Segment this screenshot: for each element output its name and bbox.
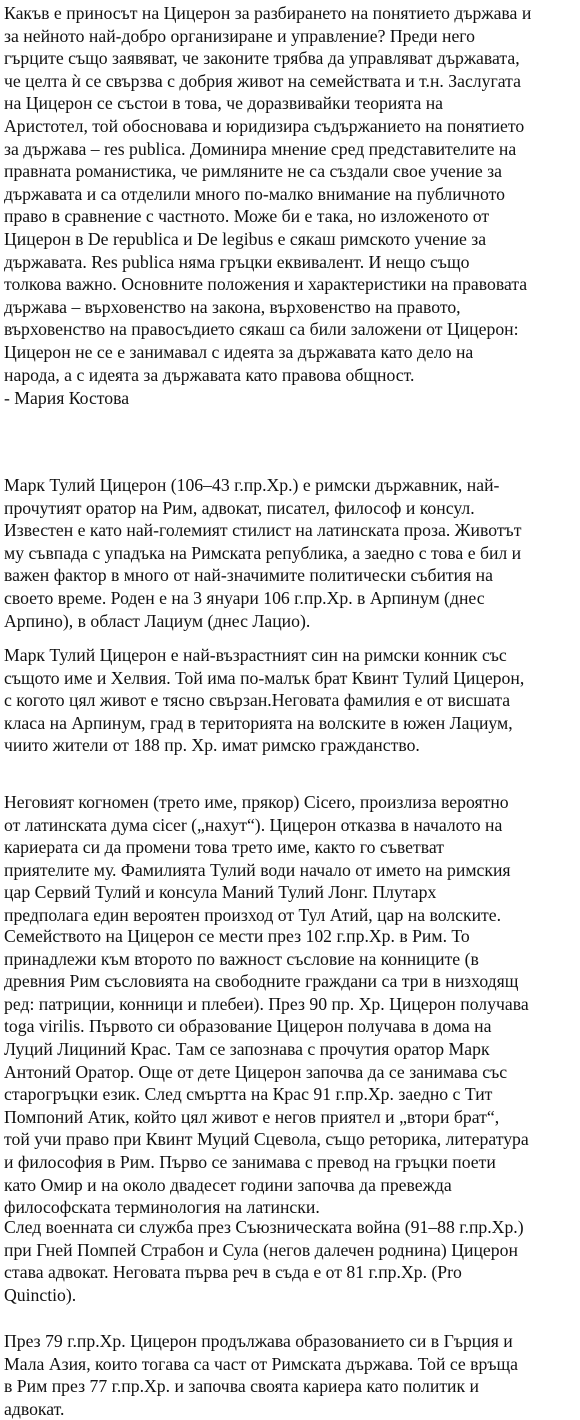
author-signature: - Мария Костова (4, 388, 130, 408)
biography-paragraph-3: Неговият когномен (трето име, прякор) Cicero, произлиза вероятно от латинската дума cicer („нахут“). Цицерон отказва в началото на кариерата си да промени това трето име, както го съветват приятелите му. Фамилията Тулий води начало от името на римския цар Сервий Тулий и консула Маний Тулий Лонг. Плутарх предполага един вероятен произход от Тул Атий, цар на волските. (4, 792, 511, 925)
biography-paragraph-6: През 79 г.пр.Хр. Цицерон продължава образованието си в Гърция и Мала Азия, които тогава са част от Римската държава. Той се връща в Рим през 77 г.пр.Хр. и започва своята кариера като политик и адвокат. (4, 1331, 518, 1419)
biography-paragraph-4: Семейството на Цицерон се мести през 102 г.пр.Хр. в Рим. То принадлежи към второто по важност съсловие на конниците (в древния Рим съсловията на свободните граждани са три в низходящ ред: патриции, конници и плебеи). През 90 пр. Хр. Цицерон получава toga virilis. Първото си образование Цицерон получава в дома на Луций Лициний Крас. Там се запознава с прочутия оратор Марк Антоний Оратор. Още от дете Цицерон започва да се занимава със старогръцки език. След смъртта на Крас 91 г.пр.Хр. заедно с Тит Помпоний Атик, който цял живот е негов приятел и „втори брат“, той учи право при Квинт Муций Сцевола, също реторика, литература и философия в Рим. Първо се занимава с превод на гръцки поети като Омир и на около двадесет години започва да превежда философската терминология на латински. (4, 926, 529, 1218)
biography-paragraph-2: Марк Тулий Цицерон е най-възрастният син на римски конник със същото име и Хелвия. Той има по-малък брат Квинт Тулий Цицерон, с когото цял живот е тясно свързан.Неговата фамилия е от висшата класа на Арпинум, град в територията на волските в южен Лациум, чиито жители от 188 пр. Хр. имат римско гражданство. (4, 645, 525, 756)
biography-paragraph-1: Марк Тулий Цицерон (106–43 г.пр.Хр.) е римски държавник, най- прочутият оратор на Рим, адвокат, писател, философ и консул. Известен е като най-големият стилист на латинската проза. Животът му съвпада с упадъка на Римската република, а заедно с това е бил и важен фактор в много от най-значимите политически събития на своето време. Роден е на 3 януари 106 г.пр.Хр. в Арпинум (днес Арпино), в област Лациум (днес Лацио). (4, 475, 522, 631)
intro-paragraph: Какъв е приносът на Цицерон за разбирането на понятието държава и за нейното най-добро организиране и управление? Преди него гърците също заявяват, че законите трябва да управляват държавата, че целта ѝ се свързва с добрия живот на семействата и т.н. Заслугата на Цицерон се състои в това, че доразвивайки теорията на Аристотел, той обосновава и юридизира съдържанието на понятието за държава – res publica. Доминира мнение сред представителите на правната романистика, че римляните не са създали свое учение за държавата и са отделили много по-малко внимание на публичното право в сравнение с частното. Може би е така, но изложеното от Цицерон в De republica и De legibus е сякаш римското учение за държавата. Res publica няма гръцки еквивалент. И нещо също толкова важно. Основните положения и характеристики на правовата държава – върховенство на закона, върховенство на правото, върховенство на правосъдието сякаш са били заложени от Цицерон: Цицерон не се е занимавал с идеята за държавата като дело на народа, а с идеята за държавата като правова общност. (4, 3, 532, 385)
biography-paragraph-5: След военната си служба през Съюзническата война (91–88 г.пр.Хр.) при Гней Помпей Страбон и Сула (негов далечен роднина) Цицерон става адвокат. Неговата първа реч в съда е от 81 г.пр.Хр. (Pro Quinctio). (4, 1217, 524, 1305)
